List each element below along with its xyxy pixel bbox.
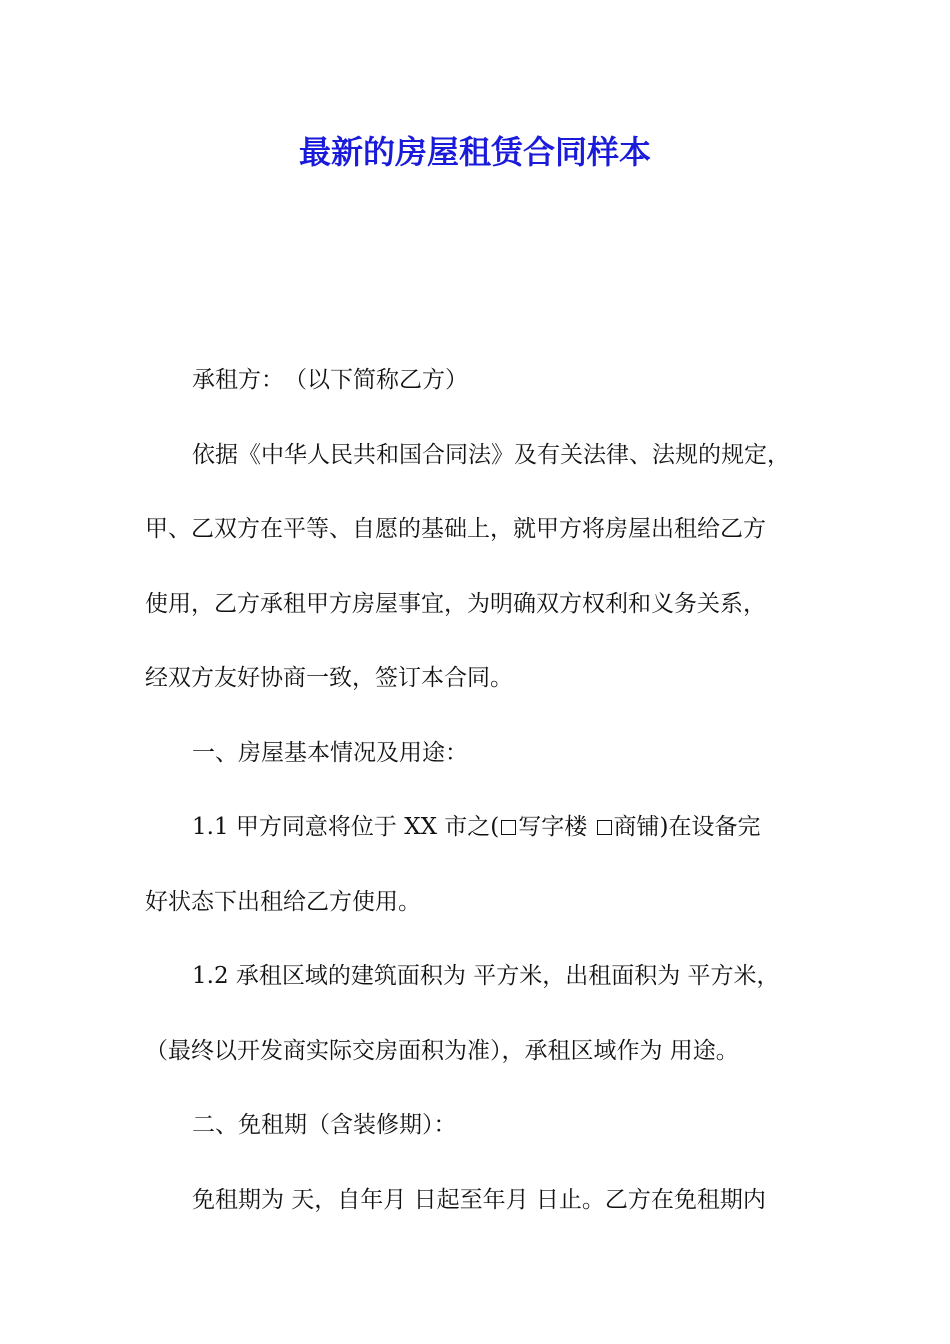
document-title: 最新的房屋租赁合同样本 xyxy=(298,133,651,171)
text-line: 使用，乙方承租甲方房屋事宜，为明确双方权利和义务关系， xyxy=(145,590,766,617)
text-line: 一、房屋基本情况及用途： xyxy=(192,739,468,766)
text-line: 免租期为 天，自年月 日起至年月 日止。乙方在免租期内 xyxy=(192,1186,766,1213)
text-line xyxy=(145,790,825,865)
text-line: 1.2 承租区域的建筑面积为 平方米，出租面积为 平方米， xyxy=(192,963,780,989)
text-line: 经双方友好协商一致，签订本合同。 xyxy=(145,665,513,691)
document-body xyxy=(145,343,825,1237)
clause-1-2 xyxy=(145,939,825,1088)
section-heading-2 xyxy=(145,1088,825,1163)
text-line: 二、免租期（含装修期）： xyxy=(192,1112,457,1138)
text-line: （最终以开发商实际交房面积为准），承租区域作为 用途。 xyxy=(145,1037,739,1064)
clause-1-1 xyxy=(145,790,825,939)
paragraph-lessee xyxy=(145,343,825,418)
checkbox-label-office: 写字楼 xyxy=(518,814,588,840)
checkbox-icon[interactable] xyxy=(501,820,516,835)
text-line: 甲、乙双方在平等、自愿的基础上，就甲方将房屋出租给乙方 xyxy=(145,516,766,542)
text-line: 好状态下出租给乙方使用。 xyxy=(145,888,421,915)
paragraph-legal-basis xyxy=(145,418,825,716)
text-line: 依据《中华人民共和国合同法》及有关法律、法规的规定， xyxy=(192,441,790,468)
text-line: 承租方： （以下简称乙方） xyxy=(192,367,468,393)
checkbox-icon[interactable] xyxy=(597,820,612,835)
clause-text: 1.1 甲方同意将位于 XX 市之( xyxy=(192,814,500,840)
clause-text: )在设备完 xyxy=(659,814,761,840)
checkbox-label-shop: 商铺 xyxy=(613,814,660,840)
section-heading-1 xyxy=(145,716,825,791)
clause-rent-free xyxy=(145,1163,825,1238)
